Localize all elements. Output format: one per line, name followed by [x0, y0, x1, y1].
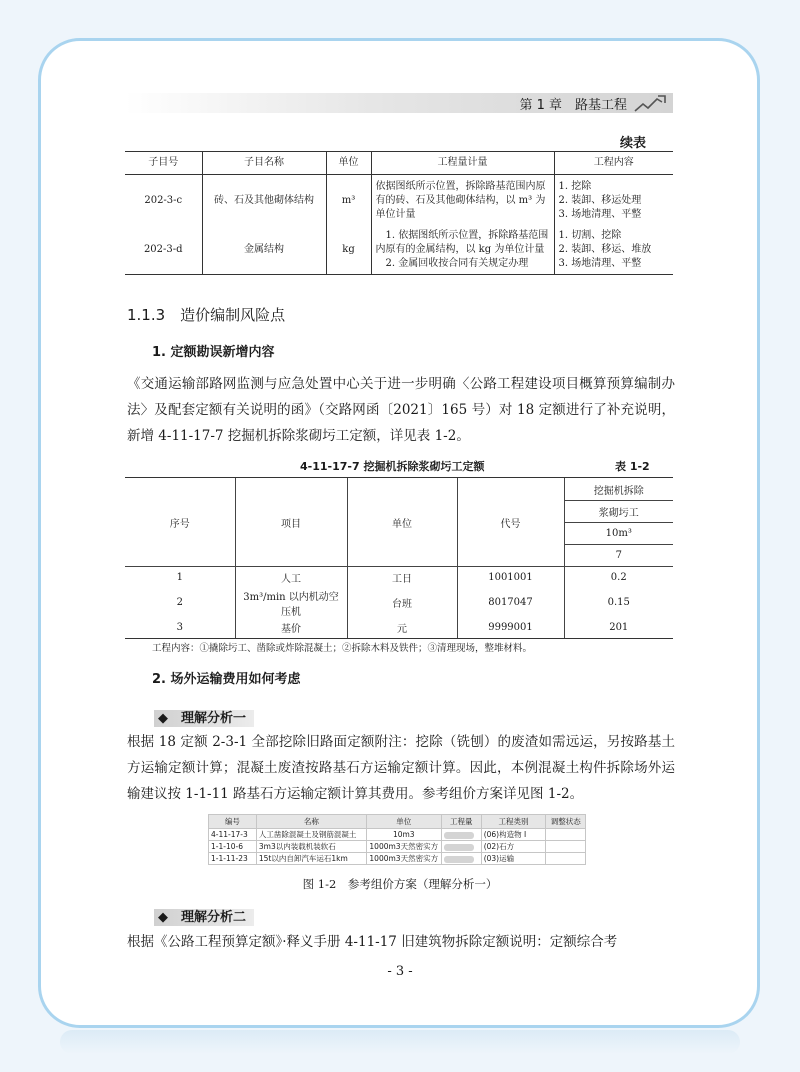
blurred-value — [444, 844, 474, 851]
fig-name: 3m3以内装载机装软石 — [256, 841, 366, 853]
table-note: 工程内容：①撬除圬工、凿除或炸除混凝土；②拆除木料及铁件；③清理现场，整堆材料。 — [152, 643, 533, 654]
row-unit: 元 — [347, 618, 457, 639]
table-row — [125, 588, 673, 618]
fig-name: 人工凿除混凝土及钢筋混凝土 — [256, 829, 366, 841]
fig-header-cell: 名称 — [256, 815, 366, 829]
fig-qty — [441, 841, 481, 853]
item-code: 202-3-c — [144, 194, 183, 206]
table-number: 表 1-2 — [615, 460, 650, 473]
item-unit: kg — [326, 227, 371, 275]
row-value: 0.2 — [564, 567, 673, 588]
analysis-label: ◆ 理解分析一 — [154, 710, 254, 727]
header-cell: 单位 — [326, 152, 371, 175]
header-cell: 序号 — [125, 478, 235, 567]
page-number: - 3 - — [387, 964, 413, 979]
item-code: 202-3-d — [125, 227, 202, 275]
table-row — [125, 175, 673, 227]
paragraph: 根据 18 定额 2-3-1 全部挖除旧路面定额附注：挖除（铣刨）的废渣如需远运，另按路基土方运输定额计算；混凝土废渣按路基石方运输定额计算。因此，本例混凝土构件拆除场外运输建议按 1-1-11 路基石方运输定额计算其费用。参考组价方案详见图 1-2。 — [127, 734, 675, 802]
figure-header-row — [209, 815, 586, 829]
row-item: 基价 — [235, 618, 347, 639]
item-measure — [371, 227, 554, 275]
content-line: 3. 场地清理、平整 — [558, 208, 642, 220]
item-name: 金属结构 — [202, 227, 326, 275]
fig-header-cell: 编号 — [209, 815, 257, 829]
trend-arrow-icon — [633, 92, 669, 114]
fig-code: 1-1-11-23 — [209, 853, 257, 865]
content-line: 1. 挖除 — [558, 180, 592, 192]
fig-unit: 1000m3天然密实方 — [366, 841, 441, 853]
header-cell: 10m³ — [564, 523, 673, 545]
fig-header-cell: 工程类别 — [481, 815, 546, 829]
paragraph: 根据《公路工程预算定额》·释义手册 4-11-17 旧建筑物拆除定额说明：定额综合考 — [127, 934, 618, 950]
analysis-label: ◆ 理解分析二 — [154, 909, 254, 926]
item-content — [554, 227, 673, 275]
row-item: 3m³/min 以内机动空压机 — [235, 588, 347, 618]
header-cell: 子目名称 — [202, 152, 326, 175]
blurred-value — [444, 856, 474, 863]
running-header — [125, 93, 673, 113]
header-cell: 挖掘机拆除 — [564, 478, 673, 501]
table-caption: 4-11-17-7 挖掘机拆除浆砌圬工定额 — [300, 460, 485, 473]
figure-row — [209, 829, 586, 841]
content-line: 2. 装卸、移运、堆放 — [558, 244, 652, 256]
row-no: 1 — [176, 571, 183, 583]
header-cell: 代号 — [457, 478, 564, 567]
fig-type: (02)石方 — [481, 841, 546, 853]
content-line: 2. 装卸、移运处理 — [558, 194, 642, 206]
quota-table — [125, 477, 673, 639]
fig-header-cell: 调整状态 — [546, 815, 586, 829]
row-value: 201 — [564, 618, 673, 639]
header-cell: 子目号 — [125, 152, 202, 175]
row-no: 3 — [125, 618, 235, 639]
work-item-table — [125, 151, 673, 275]
content-line: 1. 切割、挖除 — [558, 230, 622, 242]
pricing-scheme-figure — [208, 814, 586, 865]
figure-row — [209, 853, 586, 865]
figure-caption: 图 1-2 参考组价方案（理解分析一） — [302, 877, 498, 891]
page-shadow — [60, 1030, 740, 1054]
item-unit: m³ — [326, 175, 371, 227]
fig-unit: 10m3 — [366, 829, 441, 841]
item-name: 砖、石及其他砌体结构 — [202, 175, 326, 227]
row-no: 2 — [176, 597, 183, 608]
row-code: 9999001 — [457, 618, 564, 639]
fig-qty — [441, 829, 481, 841]
fig-header-cell: 单位 — [366, 815, 441, 829]
content-line: 3. 场地清理、平整 — [558, 258, 642, 270]
table-row — [125, 227, 673, 275]
measure-line: 2. 金属回收按合同有关规定办理 — [385, 258, 529, 270]
fig-status — [546, 853, 586, 865]
row-code: 1001001 — [457, 567, 564, 588]
fig-header-cell: 工程量 — [441, 815, 481, 829]
header-cell: 项目 — [235, 478, 347, 567]
fig-code: 1-1-10-6 — [209, 841, 257, 853]
header-cell: 单位 — [347, 478, 457, 567]
subsection-title: 1. 定额勘误新增内容 — [152, 345, 275, 360]
table-row — [125, 567, 673, 588]
header-cell: 浆砌圬工 — [564, 501, 673, 523]
fig-unit: 1000m3天然密实方 — [366, 853, 441, 865]
section-title: 1.1.3 造价编制风险点 — [127, 306, 286, 324]
row-value: 0.15 — [564, 588, 673, 618]
item-content — [554, 175, 673, 227]
row-unit: 工日 — [347, 567, 457, 588]
measure-line: 1. 依据图纸所示位置，拆除路基范围内原有的金属结构，以 kg 为单位计量 — [375, 230, 549, 256]
blurred-value — [444, 832, 474, 839]
continued-label: 续表 — [620, 136, 647, 151]
fig-status — [546, 841, 586, 853]
item-measure: 依据图纸所示位置，拆除路基范围内原有的砖、石及其他砌体结构，以 m³ 为单位计量 — [371, 175, 554, 227]
subsection-title: 2. 场外运输费用如何考虑 — [152, 672, 301, 687]
fig-name: 15t以内自卸汽车运石1km — [256, 853, 366, 865]
header-cell: 7 — [564, 545, 673, 567]
fig-status — [546, 829, 586, 841]
paragraph: 《交通运输部路网监测与应急处置中心关于进一步明确〈公路工程建设项目概算预算编制办法〉及配套定额有关说明的函》（交路网函〔2021〕165 号）对 18 定额进行了补充说明，新增 4-11-17-7 挖掘机拆除浆砌圬工定额，详见表 1-2。 — [127, 376, 675, 444]
fig-code: 4-11-17-3 — [209, 829, 257, 841]
table-header-row — [125, 152, 673, 175]
header-cell: 工程内容 — [554, 152, 673, 175]
figure-row — [209, 841, 586, 853]
row-code: 8017047 — [457, 588, 564, 618]
fig-type: (03)运输 — [481, 853, 546, 865]
row-unit: 台班 — [347, 588, 457, 618]
fig-type: (06)构造物 I — [481, 829, 546, 841]
header-cell: 工程量计量 — [371, 152, 554, 175]
fig-qty — [441, 853, 481, 865]
table-row — [125, 618, 673, 639]
chapter-title: 第 1 章 路基工程 — [519, 98, 627, 113]
row-item: 人工 — [235, 567, 347, 588]
